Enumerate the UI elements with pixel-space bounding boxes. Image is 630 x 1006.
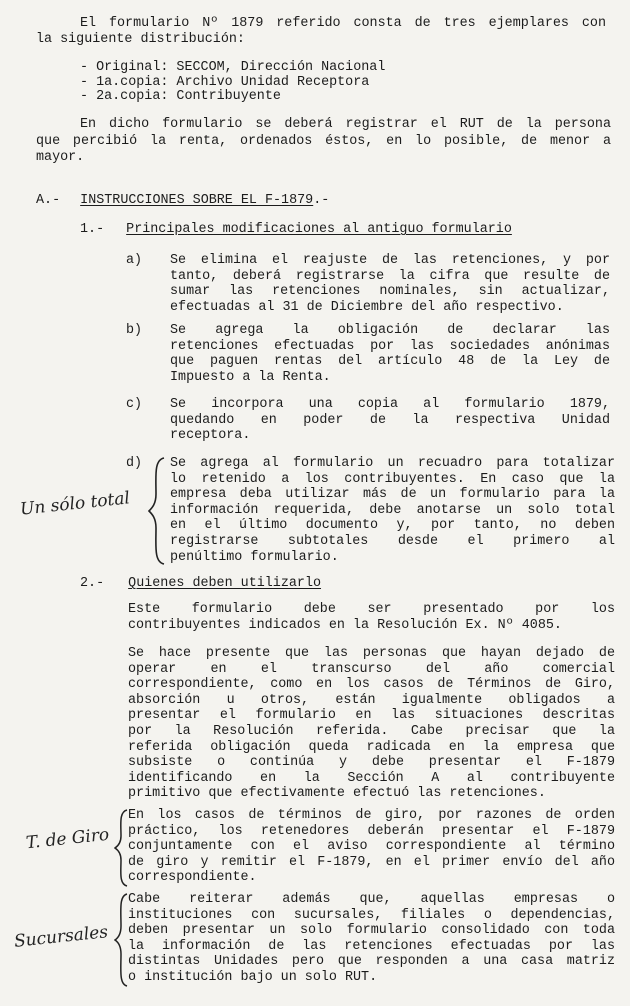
paragraph-line: En los casos de términos de giro, por razones de orden (128, 808, 615, 823)
handwritten-note-sucursales: Sucursales (13, 922, 109, 952)
paragraph-line: instituciones con sucursales, filiales o dependencias, (128, 907, 615, 923)
item-line: Se incorpora una copia al formulario 1879, (170, 397, 610, 412)
item-line: receptora. (170, 428, 251, 444)
section-2-paragraph-2 (128, 646, 615, 802)
item-d-text (170, 456, 615, 565)
paragraph-line: Cabe reiterar además que, aquellas empresas o (128, 892, 615, 907)
item-line: registrarse subtotales desde el primero al (170, 533, 615, 549)
paragraph-line: distintas Unidades pero que responden a una casa matriz (128, 954, 615, 970)
item-line: penúltimo formulario. (170, 549, 339, 565)
paragraph-line: absorción u otros, están igualmente obligados a (128, 692, 615, 708)
item-b-marker: b) (126, 323, 143, 338)
item-a-marker: a) (126, 253, 143, 268)
paragraph-line: por la Resolución referida. Cabe precisar que la (128, 723, 615, 739)
paragraph-line: presentar el formulario en las situaciones descritas (128, 708, 615, 724)
item-line: que paguen rentas del artículo 48 de la Ley de (170, 354, 610, 370)
paragraph-line: la información de las retenciones efectuadas por las (128, 938, 615, 954)
paragraph-line: deben presentar un solo formulario consolidado con toda (128, 923, 615, 939)
section-1-title: Principales modificaciones al antiguo formulario (126, 222, 512, 237)
intro-line: mayor. (36, 150, 85, 165)
item-line: empresa deba utilizar más de un formulario para la (170, 487, 615, 503)
item-a-text (170, 253, 610, 315)
handwritten-note-un-solo-total: Un sólo total (19, 488, 131, 520)
paragraph-line: correspondiente. (128, 870, 257, 886)
section-2-paragraph-4 (128, 892, 615, 986)
item-b-text (170, 323, 610, 385)
section-a-title: INSTRUCCIONES SOBRE EL F-1879 (80, 193, 314, 208)
item-line: retenciones efectuadas por las sociedades anónimas (170, 338, 610, 354)
item-line: quedando en poder de la respectiva Unidad (170, 412, 610, 428)
paragraph-line: primitivo que efectivamente efectuó las retenciones. (128, 786, 546, 802)
paragraph-line: subsiste o continúa y debe presentar el F-1879 (128, 755, 615, 771)
section-2-paragraph-1 (128, 602, 615, 633)
section-a-label: A.- (36, 193, 61, 208)
section-1-number: 1.- (80, 222, 105, 237)
item-line: Impuesto a la Renta. (170, 369, 331, 385)
paragraph-line: Este formulario debe ser presentado por los (128, 602, 615, 617)
item-line: lo retenido a los contribuyentes. En caso que la (170, 471, 615, 487)
section-a-heading (36, 193, 436, 209)
paragraph-line: de giro y remitir el F-1879, en el primer envío del año (128, 854, 615, 870)
paragraph-line: Se hace presente que las personas que hayan dejado de (128, 646, 615, 661)
item-c-text (170, 397, 610, 444)
paragraph-line: identificando en la Sección A al contribuyente (128, 770, 615, 786)
section-2-heading (80, 576, 560, 592)
distribution-list (80, 61, 500, 105)
section-2-paragraph-3 (128, 808, 615, 886)
item-line: información requerida, debe anotarse un solo total (170, 502, 615, 518)
item-line: Se agrega al formulario un recuadro para totalizar (170, 456, 615, 471)
paragraph-line: referida obligación queda radicada en la empresa que (128, 739, 615, 755)
item-line: Se elimina el reajuste de las retenciones, y por (170, 253, 610, 268)
distribution-item: - 1a.copia: Archivo Unidad Receptora (80, 74, 370, 90)
intro-line: En dicho formulario se deberá registrar el RUT de la persona (80, 117, 611, 132)
item-c-marker: c) (126, 397, 143, 412)
handwritten-brace-3 (114, 892, 130, 988)
paragraph-line: operar en el transcurso del año comercial (128, 661, 615, 677)
intro-line: El formulario Nº 1879 referido consta de tres ejemplares con (80, 16, 606, 31)
intro-line: la siguiente distribución: (36, 31, 245, 47)
item-line: efectuadas al 31 de Diciembre del año respectivo. (170, 299, 564, 315)
item-line: Se agrega la obligación de declarar las (170, 323, 610, 338)
item-line: sumar las retenciones nominales, sin actualizar, (170, 284, 610, 300)
paragraph-line: correspondiente, como en los casos de Términos de Giro, (128, 677, 615, 693)
paragraph-line: o institución bajo un solo RUT. (128, 969, 378, 985)
item-line: en el último documento y, por tanto, no deben (170, 518, 615, 534)
handwritten-note-termino-giro: T. de Giro (25, 824, 111, 854)
intro-line: que percibió la renta, ordenados éstos, en lo posible, de menor a (36, 133, 611, 149)
section-2-title: Quienes deben utilizarlo (128, 576, 322, 591)
paragraph-line: práctico, los retenedores deberán presentar el F-1879 (128, 823, 615, 839)
intro-paragraph-1 (36, 16, 606, 47)
paragraph-line: conjuntamente con el aviso correspondiente al término (128, 839, 615, 855)
distribution-item: - Original: SECCOM, Dirección Nacional (80, 60, 386, 75)
handwritten-brace-1 (148, 456, 168, 566)
section-1-heading (80, 222, 600, 238)
paragraph-line: contribuyentes indicados en la Resolución Ex. Nº 4085. (128, 617, 562, 633)
intro-paragraph-2 (36, 117, 611, 167)
distribution-item: - 2a.copia: Contribuyente (80, 89, 281, 104)
handwritten-brace-2 (114, 808, 130, 888)
item-line: tanto, deberá registrarse la cifra que resulte de (170, 268, 610, 284)
section-2-number: 2.- (80, 576, 105, 591)
section-a-title-suffix: .- (313, 193, 330, 208)
item-d-marker: d) (126, 456, 143, 471)
